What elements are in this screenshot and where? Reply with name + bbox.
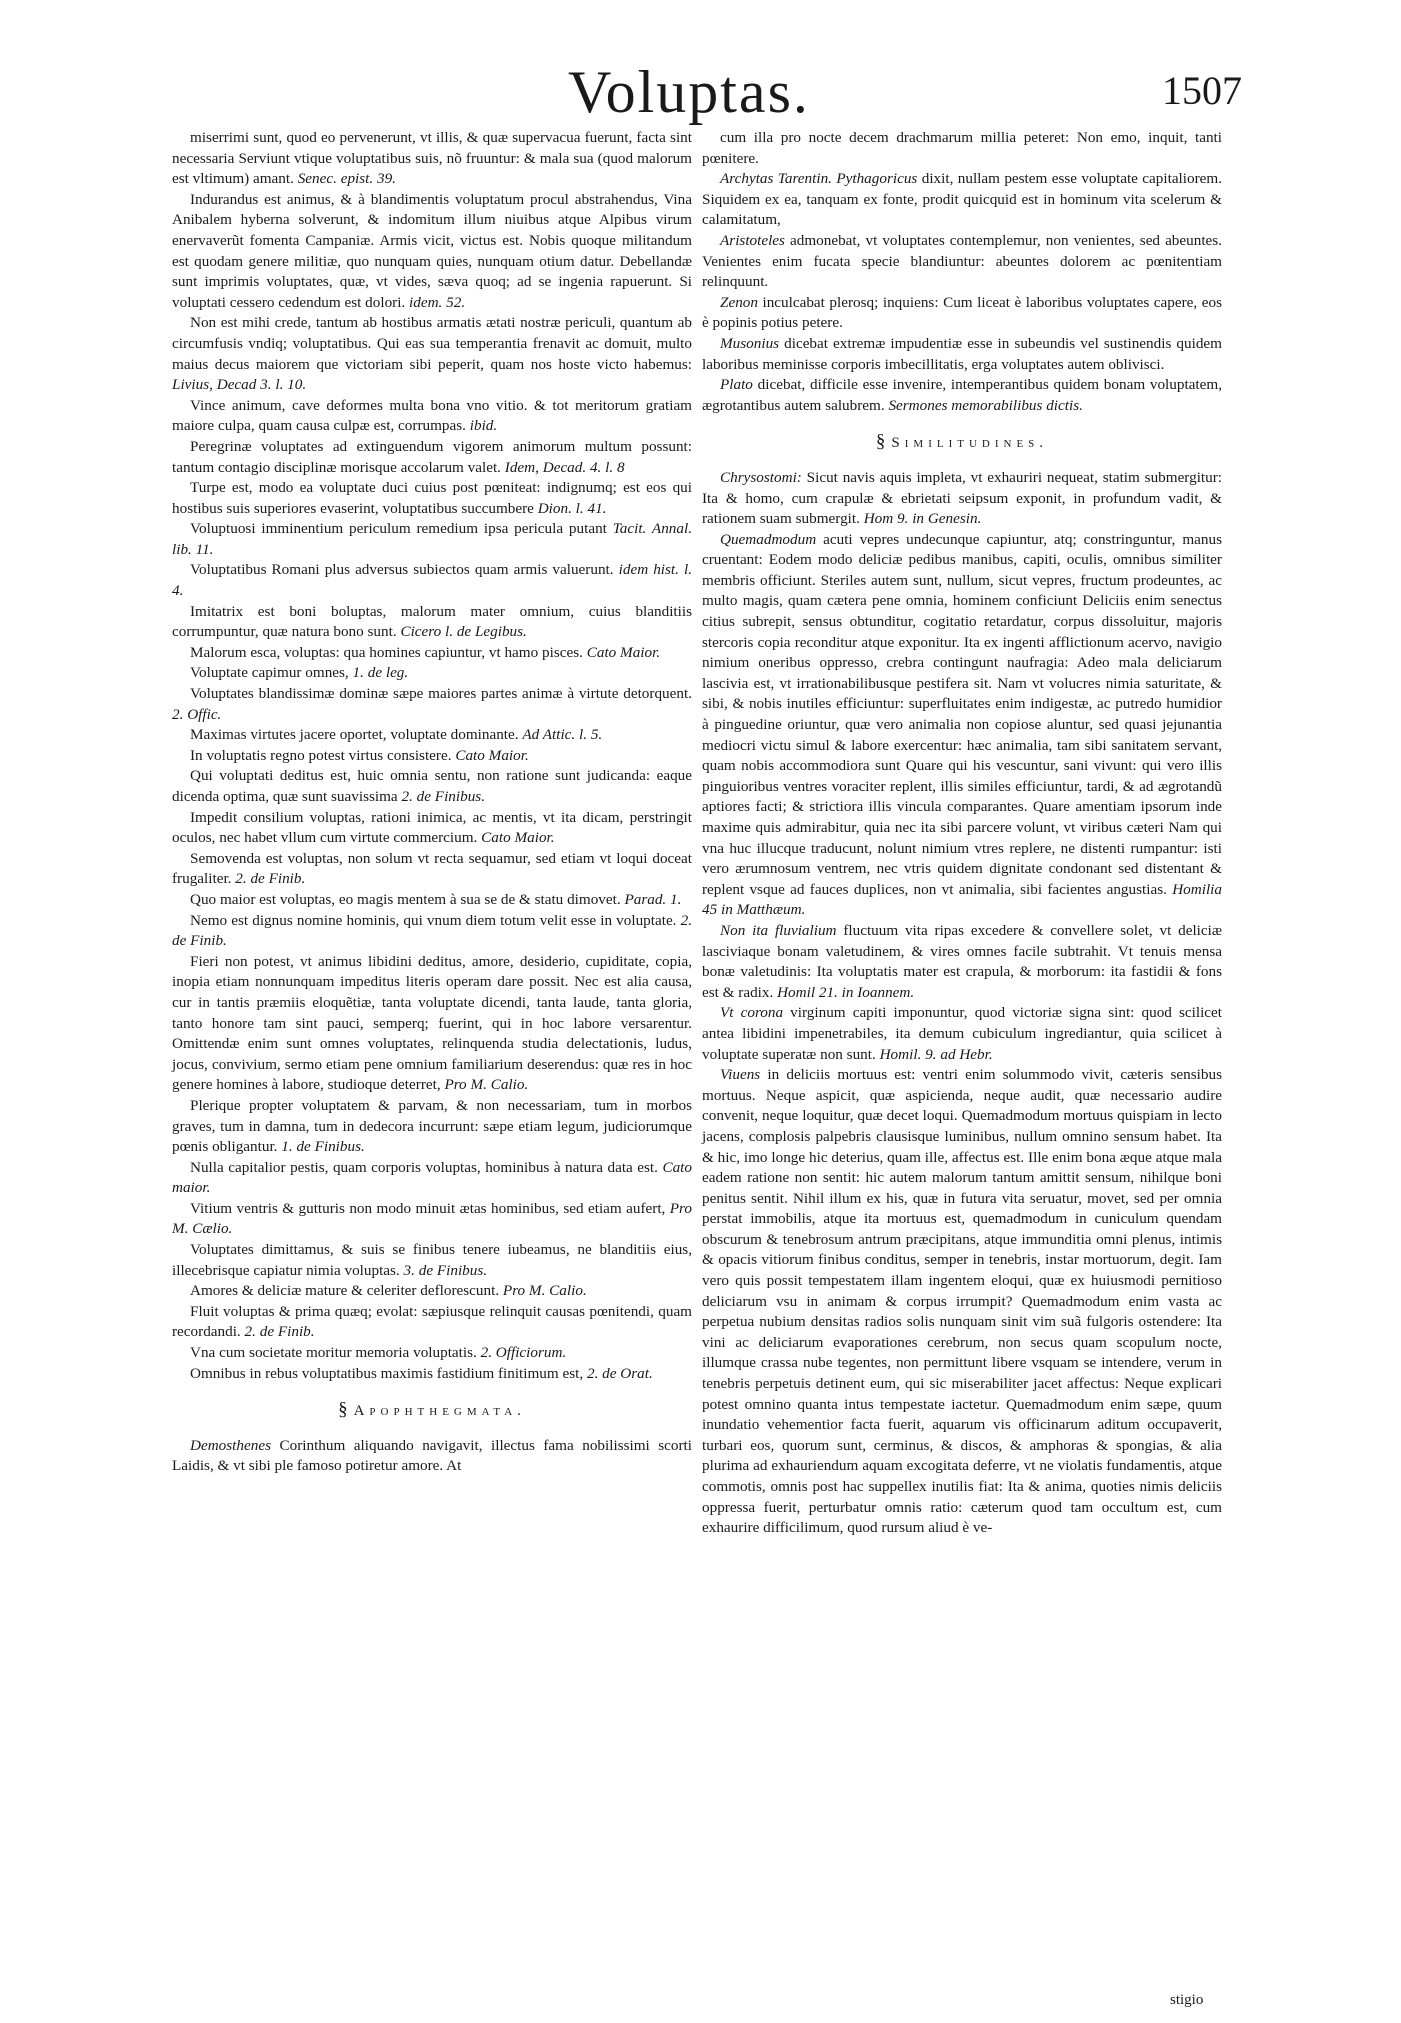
paragraph-source: Senec. epist. 39. (297, 170, 396, 188)
paragraph-text: Voluptuosi imminentium periculum remedium ipsa pericula putant (190, 520, 607, 538)
paragraph-lead: Archytas Tarentin. Pythagoricus (720, 170, 918, 188)
paragraph (172, 396, 692, 437)
paragraph-text: inculcabat plerosq; inquiens: Cum liceat è laboribus voluptates capere, eos è popinis potius petere. (702, 293, 1222, 332)
page-number: 1507 (1162, 68, 1242, 113)
paragraph-text: Vna cum societate moritur memoria voluptatis. (190, 1344, 477, 1362)
paragraph (172, 849, 692, 890)
paragraph-text: in deliciis mortuus est: ventri enim solummodo vivit, cæteris sensibus mortuus. Neque aspicit, quæ aspicienda, neque audit, quæ necessario audire convenit, neque loquitur, quæ decet loqui. Quemadmodum mortuus quispiam in lecto jacens, complosis palpebris clausisque luminibus, nullum omnino sensum habet. Ita & hic, imo longe hic deterius, quam ille, affectus est. Ille enim bona æque atque mala eadem ratione non sentit: hic autem malorum tantum amittit sensum, nihilque boni penitus sentit. Nihil illum ex his, quæ in futura vita seruatur, movet, sed per omnia perstat immobilis, atque ita mortuus est, quemadmodum in cuniculum quendam obscurum & tenebrosum antrum præcipitans, atque immunditia omni plenus, intimis & opacis vitiorum finibus conditus, semper in tenebris, instar mortuorum, degit. Iam vero quis possit tempestatem illam ingentem eloqui, quæ ex huiusmodi pernitioso deliciarum vsu in animam & corpus irrumpit? Quemadmodum enim vasta ac perpetua nubium densitas radios solis nunquam sinit vim suã fulgoris ostendere: Ita vini ac deliciarum evaporationes cerebrum, non secus quam scopulum nocte, illumque crassa nube tegentes, non permittunt libere vsquam se intendere, verum in tenebris perpetuis detinent eum, qui sic miserabiliter jacet affectus: Neque explicari potest omnino quanta intus tempestate iactetur. Quemadmodum enim sæpe, quum inundatio vehementior facta fuerit, aquarum vis officinarum aditum occupaverit, turbari eos, quorum sunt, cerminus, & discos, & amphoras & spongias, & alia plurima ad exhauriendum aquam excogitata deferre, vt ne violatis fundamentis, atque commotis, omnis post hac suppellex inutilis fiat: Ita & anima, quoties nimis deliciis oppressa fuerit, perturbatur omnis ratio: cæterum quod tam occultum est, cum exhaurire difficilimum, quod rursum aliud è ve- (702, 1066, 1222, 1537)
paragraph-source: Cato Maior. (455, 746, 529, 764)
paragraph-text: cum illa pro nocte decem drachmarum millia peteret: Non emo, inquit, tanti pœnitere. (702, 129, 1222, 167)
paragraph-text: Quo maior est voluptas, eo magis mentem à sua se de & statu dimovet. (190, 890, 621, 908)
paragraph (702, 293, 1222, 334)
paragraph (172, 1158, 692, 1199)
paragraph (172, 478, 692, 519)
paragraph (172, 128, 692, 190)
paragraph-lead: Quemadmodum (720, 530, 817, 548)
paragraph (172, 684, 692, 725)
paragraph (172, 725, 692, 746)
right-column (702, 128, 1222, 1539)
paragraph (172, 766, 692, 807)
paragraph (172, 1364, 692, 1385)
paragraph-text: miserrimi sunt, quod eo pervenerunt, vt illis, & quæ supervacua fuerunt, facta sint necessaria Serviunt vtique voluptatibus suis, nõ fruuntur: & mala sua (quod malorum est vltimum) amant. (172, 129, 692, 188)
paragraph (702, 1065, 1222, 1539)
paragraph-lead: Vt corona (720, 1004, 784, 1022)
paragraph-text: Malorum esca, voluptas: qua homines capiuntur, vt hamo pisces. (190, 643, 583, 661)
section-heading (172, 1400, 692, 1422)
paragraph-text: admonebat, vt voluptates contemplemur, non venientes, sed abeuntes. Venientes enim fucata specie blandiuntur: abeuntes dolorem ac pœnitentiam relinquunt. (702, 231, 1222, 291)
paragraph-source: Cato Maior. (481, 829, 555, 847)
paragraph-text: Semovenda est voluptas, non solum vt recta sequamur, sed etiam vt loqui doceat frugaliter. (172, 849, 692, 888)
paragraph (172, 1281, 692, 1302)
paragraph-text: Plerique propter voluptatem & parvam, & non necessariam, tum in morbos graves, tum in damna, tum in dedecora incurrunt: sæpe etiam legum, judiciorumque pœnis obligantur. (172, 1096, 692, 1156)
paragraph (172, 663, 692, 684)
paragraph (702, 1003, 1222, 1065)
section-mark: § (875, 431, 886, 453)
section-mark: § (338, 1399, 348, 1421)
paragraph (702, 530, 1222, 921)
paragraph-text: Fieri non potest, vt animus libidini deditus, amore, desiderio, cupiditate, copia, inopia etiam nonnunquam impeditus literis operam dare possit. Nec est alia causa, cur in tantis præmiis eloquẽtiæ, tanta voluptate dicendi, tanta laude, tanta gloria, tanto honore tam sint pauci, semperq; fuerint, qui in hoc labore versarentur. Omittendæ enim sunt omnes voluptates, relinquenda studia delectationis, ludus, jocus, convivium, sermo etiam pene omnium familiarium deserendus: quæ res in hoc genere homines à labore, studioque deterret, (172, 952, 692, 1094)
paragraph-source: 2. de Orat. (586, 1364, 653, 1382)
paragraph-source: 2. Officiorum. (480, 1344, 567, 1362)
paragraph-text: Qui voluptati deditus est, huic omnia sentu, non ratione sunt judicanda: eaque dicenda optima, quæ sunt suavissima (172, 767, 692, 805)
paragraph (702, 169, 1222, 231)
paragraph (172, 911, 692, 952)
paragraph-source: Hom 9. in Genesin. (863, 510, 982, 528)
paragraph-source: Pro M. Calio. (502, 1282, 587, 1300)
paragraph-source: Pro M. Cælio. (172, 1199, 692, 1238)
paragraph-source: Parad. 1. (624, 890, 682, 908)
paragraph-lead: Demosthenes (190, 1436, 271, 1454)
paragraph-source: Dion. l. 41. (537, 499, 607, 517)
paragraph (172, 1436, 692, 1477)
paragraph-text: Vince animum, cave deformes multa bona vno vitio. & tot meritorum gratiam maiore culpa, quam causa culpæ est, corrumpas. (172, 396, 692, 435)
paragraph (172, 1096, 692, 1158)
paragraph-source: 2. de Finib. (244, 1323, 315, 1341)
paragraph (172, 1302, 692, 1343)
paragraph-source: ibid. (469, 417, 498, 435)
paragraph-lead: Viuens (720, 1066, 761, 1084)
paragraph-source: Cato Maior. (586, 643, 661, 661)
paragraph (172, 952, 692, 1096)
paragraph-source: Cato maior. (172, 1158, 692, 1197)
paragraph (702, 231, 1222, 293)
paragraph-lead: Musonius (720, 334, 780, 352)
paragraph-source: 2. de Finib. (172, 911, 692, 950)
paragraph-source: 2. de Finib. (235, 870, 306, 888)
paragraph-text: virginum capiti imponuntur, quod victoriæ signa sint: quod scilicet antea libidini impenetrabiles, ita demum cubiculum ingrediantur, quia scilicet à voluptate superatæ non sunt. (702, 1004, 1222, 1063)
paragraph-text: Voluptates blandissimæ dominæ sæpe maiores partes animæ à virtute detorquent. (190, 685, 692, 703)
paragraph-source: idem hist. l. 4. (172, 561, 693, 600)
paragraph-text: Sicut navis aquis impleta, vt exhauriri nequeat, statim submergitur: Ita & homo, cum crapulæ & ebrietati seipsum exponit, in profundum vadit, & rationem suam submergit. (702, 468, 1222, 528)
paragraph-source: Sermones memorabilibus dictis. (888, 396, 1083, 414)
paragraph-text: fluctuum vita ripas excedere & convellere solet, vt deliciæ lasciviaque bonam valetudinem, & vires omnes facile subtrahit. Vt tenuis mensa bonæ valetudinis: Ita voluptatis mater est crapula, & morborum: ita fastidii & fons est & radix. (702, 921, 1222, 1001)
paragraph-source: 1. de Finibus. (281, 1138, 365, 1156)
paragraph-text: Maximas virtutes jacere oportet, voluptate dominante. (190, 726, 519, 744)
paragraph (702, 128, 1222, 169)
paragraph (172, 643, 692, 664)
paragraph-lead: Zenon (720, 293, 758, 311)
paragraph-source: Idem, Decad. 4. l. 8 (504, 458, 625, 476)
paragraph-text: dicebat, difficile esse invenire, intemperantibus quidem bonam voluptatem, ægrotantibus autem salubrem. (702, 376, 1222, 414)
paragraph (172, 808, 692, 849)
paragraph (702, 334, 1222, 375)
paragraph-lead: Non ita fluvialium (720, 921, 837, 939)
paragraph (172, 746, 692, 767)
paragraph-source: idem. 52. (409, 293, 466, 311)
paragraph-text: Voluptatibus Romani plus adversus subiectos quam armis valuerunt. (190, 561, 614, 579)
paragraph-text: Corinthum aliquando navigavit, illectus fama nobilissimi scorti Laidis, & vt sibi ple famoso potiretur amore. At (172, 1436, 692, 1475)
paragraph-text: Indurandus est animus, & à blandimentis voluptatum procul abstrahendus, Vina Anibalem hyberna solverunt, & indomitum illum niuibus atque Alpibus virum enervaverũt fomenta Campaniæ. Armis vicit, victus est. Nobis quoque militandum est quodam genere militiæ, quo nunquam quies, nunquam otium datur. Debellandæ sunt imprimis voluptates, quæ, vt vides, sæva quoq; ad se ingenia rapuerunt. Si voluptati cessero cedendum est dolori. (172, 190, 692, 311)
paragraph-source: Homil 21. in Ioannem. (777, 983, 915, 1001)
section-title: Similitudines. (891, 435, 1049, 452)
paragraph (172, 890, 692, 911)
paragraph-text: Vitium ventris & gutturis non modo minuit ætas hominibus, sed etiam aufert, (190, 1199, 666, 1217)
paragraph (172, 1343, 692, 1364)
paragraph (172, 437, 692, 478)
paragraph-source: Homil. 9. ad Hebr. (879, 1045, 993, 1063)
paragraph-source: Pro M. Calio. (444, 1076, 529, 1094)
paragraph-source: 2. Offic. (172, 705, 222, 723)
paragraph-lead: Chrysostomi: (720, 468, 802, 486)
paragraph-text: Peregrinæ voluptates ad extinguendum vigorem animorum multum possunt: tantum contagio disciplinæ morisque accolarum valet. (172, 437, 692, 476)
paragraph-text: Impedit consilium voluptas, rationi inimica, ac mentis, vt ita dicam, perstringit oculos, nec habet vllum cum virtute commercium. (172, 808, 692, 847)
paragraph-text: Non est mihi crede, tantum ab hostibus armatis ætati nostræ periculi, quantum ab circumfusis vndiq; voluptatibus. Qui eas sua temperantia frenavit ac domuit, multo maius decus maiorem que victoriam sibi peperit, quam nos hoste victo habemus: (172, 314, 692, 373)
paragraph-text: Turpe est, modo ea voluptate duci cuius post pœniteat: indignumq; est eos qui hostibus suis superiores evaserint, voluptatibus succumbere (172, 479, 692, 517)
paragraph-lead: Aristoteles (720, 231, 785, 249)
paragraph-text: Voluptates dimittamus, & suis se finibus tenere iubeamus, ne blanditiis eius, illecebrisque capiatur nimia voluptas. (172, 1241, 692, 1279)
paragraph (172, 602, 692, 643)
section-heading (702, 432, 1222, 454)
paragraph-text: dicebat extremæ impudentiæ esse in subeundis vel sustinendis quidem laboribus meminisse corporis imbecillitatis, erga voluptates autem oblivisci. (702, 334, 1222, 373)
page-title: Voluptas. (568, 59, 810, 125)
paragraph-lead: Plato (720, 376, 753, 394)
paragraph-source: 2. de Finibus. (401, 788, 486, 805)
paragraph (172, 1199, 692, 1240)
paragraph-source: Ad Attic. l. 5. (522, 726, 603, 744)
paragraph-source: Homilia 45 in Matthæum. (702, 880, 1222, 919)
paragraph-text: Fluit voluptas & prima quæq; evolat: sæpiusque relinquit causas pœnitendi, quam recordandi. (172, 1302, 692, 1341)
paragraph-source: 3. de Finibus. (403, 1261, 488, 1279)
paragraph-text: Imitatrix est boni boluptas, malorum mater omnium, cuius blanditiis corrumpuntur, quæ natura bono sunt. (172, 602, 692, 641)
paragraph (702, 468, 1222, 530)
paragraph-source: Livius, Decad 3. l. 10. (172, 376, 307, 394)
paragraph-text: Omnibus in rebus voluptatibus maximis fastidium finitimum est, (190, 1364, 584, 1382)
paragraph (702, 921, 1222, 1003)
paragraph-text: Nemo est dignus nomine hominis, qui vnum diem totum velit esse in voluptate. (190, 911, 677, 929)
left-column (172, 128, 692, 1477)
paragraph-text: dixit, nullam pestem esse voluptate capitaliorem. Siquidem ex ea, tanquam ex fonte, prodit quicquid est in hominum vita scelerum & calamitatum, (702, 170, 1222, 229)
page-header (0, 52, 1401, 132)
paragraph-text: In voluptatis regno potest virtus consistere. (190, 746, 452, 764)
paragraph-source: Cicero l. de Legibus. (400, 623, 527, 641)
paragraph (172, 190, 692, 314)
paragraph (172, 313, 692, 395)
paragraph (172, 519, 692, 560)
paragraph (172, 560, 692, 601)
paragraph-text: acuti vepres undecunque capiuntur, atq; constringuntur, manus cruentant: Eodem modo deliciæ pedibus manibus, capiti, oculis, omnibus similiter membris officiunt. Steriles autem sunt, nullum, sicut vepres, fructum prodeuntes, ac multo magis, quam cætera pene omnia, hominem conficiunt Deliciis enim senectus citius subrepit, sensus obtunditur, cogitatio retardatur, corpus dissoluitur, majoris stercoris copia reconditur atque exponitur. Ita ex ingenti afflictionum acervo, navigio nimium oneribus oppresso, crebra contingunt naufragia: Adeo mala deliciarum lascivia est, vt irrationabilibusque pestifera sit. Nam vt volucres nimia saturitate, & sibi, & nobis inutiles efficiuntur: superfluitates enim indigestæ, ac putredo humidior à pinguedine oriuntur, quæ vero animalia non copiose aluntur, sed quasi jejunantia mediocri victu simul & labore exercentur: hæc animalia, tam sibi sanitatem servant, quam nobis accommodiora sunt Quare qui his vescuntur, sani vivunt: qui vero illis pinguioribus ventres voraciter replent, illis similes efficiuntur, tardi, & ad ægrotandũ aptiores facti; & strictiora illis vincula comparantes. Quare amentiam ipsorum inde maxime quis admirabitur, quia nec ita sibi parcere volunt, vt viribus cæteri Nam qui vna huc illucque traducunt, nolunt nimium vtres replere, ne distenti rumpantur: isti vero ærumnosum ventrem, nec vtris quidem dignitate condonant sed distentant & replent vsque ad fauces duplices, non vt animalia, sibi facientes angustias. (702, 530, 1222, 898)
paragraph-source: Tacit. Annal. lib. 11. (172, 520, 692, 558)
paragraph-text: Amores & deliciæ mature & celeriter deflorescunt. (190, 1282, 500, 1300)
paragraph-text: Nulla capitalior pestis, quam corporis voluptas, hominibus à natura data est. (190, 1158, 658, 1176)
paragraph-source: 1. de leg. (352, 664, 409, 682)
paragraph (702, 375, 1222, 416)
paragraph-text: Voluptate capimur omnes, (190, 664, 349, 682)
paragraph (172, 1240, 692, 1281)
section-title: Apophthegmata. (353, 1403, 526, 1420)
catchword: stigio (1170, 1992, 1204, 2008)
